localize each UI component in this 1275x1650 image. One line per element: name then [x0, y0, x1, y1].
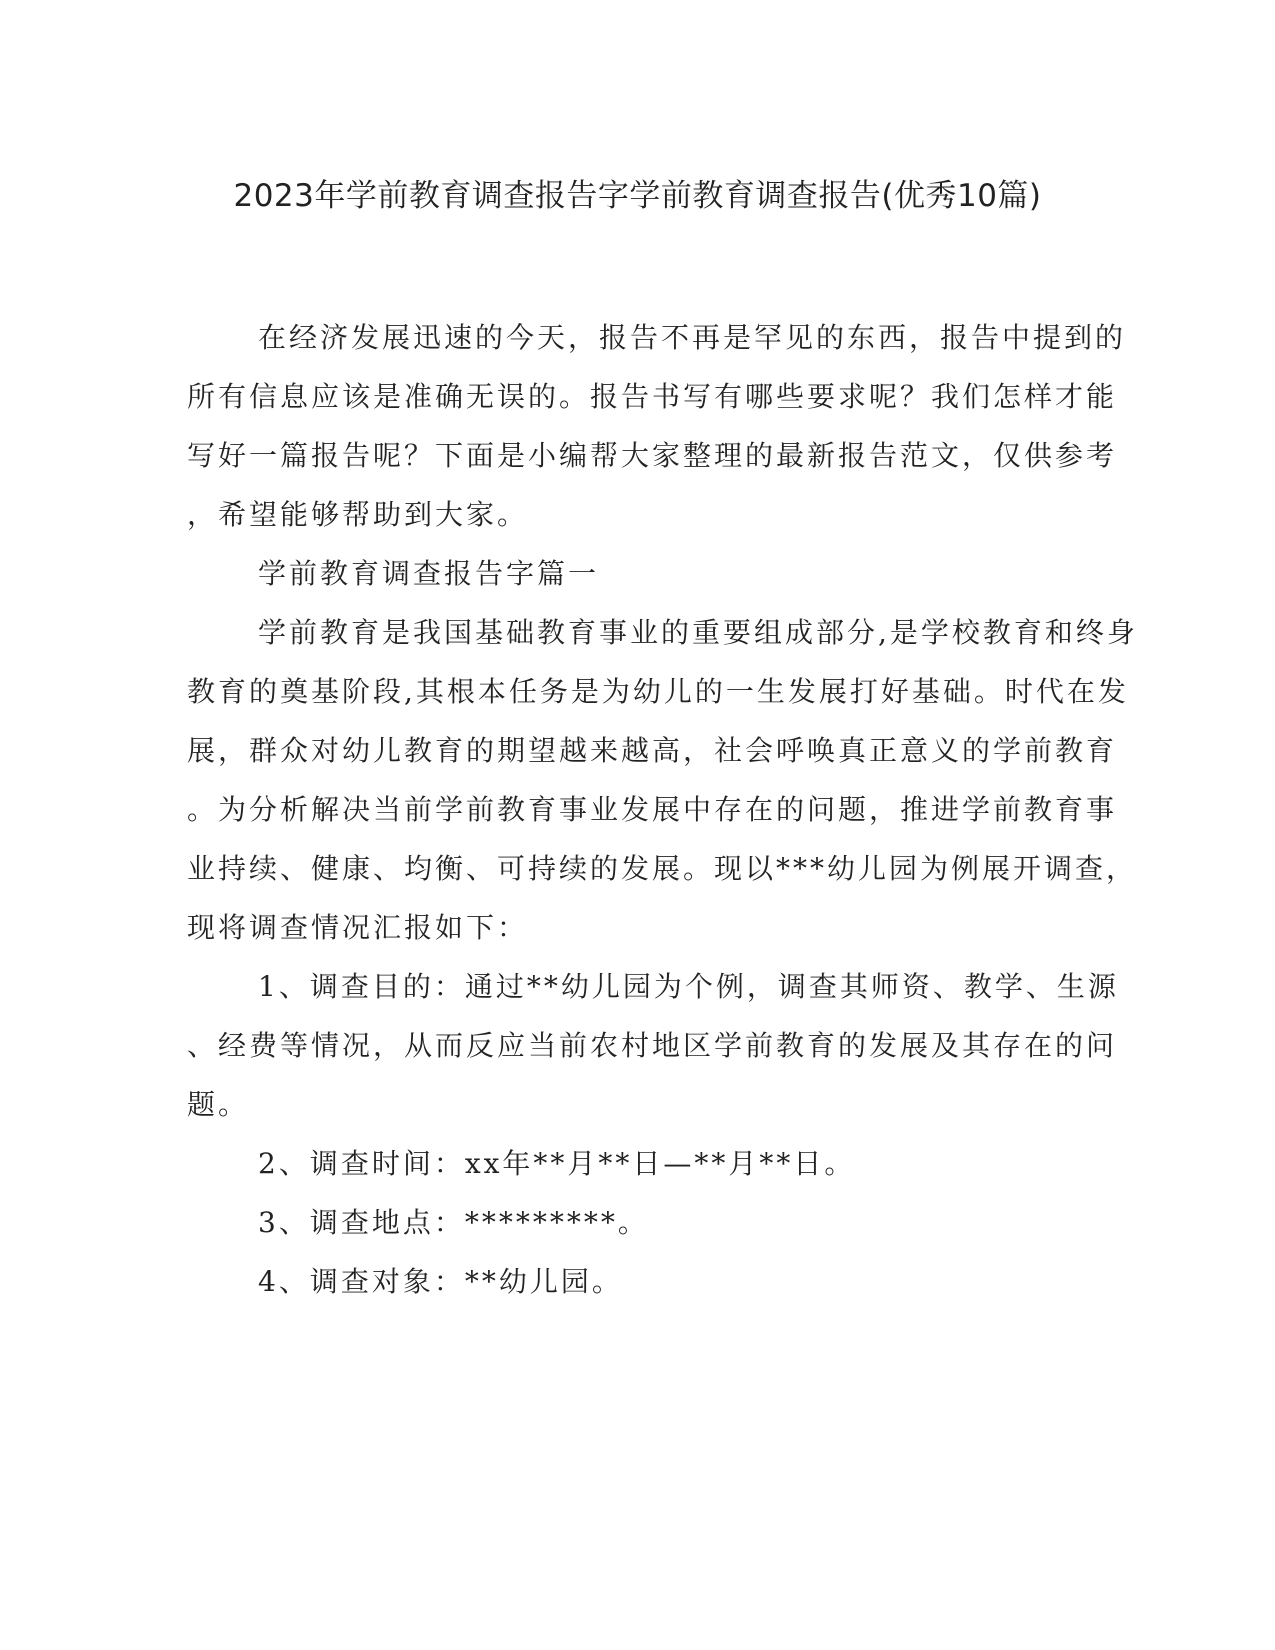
list-item-1: 1、调查目的：通过**幼儿园为个例，调查其师资、教学、生源	[258, 970, 1119, 1003]
text-line: 业持续、健康、均衡、可持续的发展。现以***幼儿园为例展开调查，	[187, 852, 1138, 885]
text-line: ，希望能够帮助到大家。	[187, 498, 529, 531]
text-line: 、经费等情况，从而反应当前农村地区学前教育的发展及其存在的问	[187, 1029, 1118, 1062]
text-line: 在经济发展迅速的今天，报告不再是罕见的东西，报告中提到的	[258, 321, 1127, 354]
text-line: 写好一篇报告呢？下面是小编帮大家整理的最新报告范文，仅供参考	[187, 439, 1118, 472]
text-line: 。为分析解决当前学前教育事业发展中存在的问题，推进学前教育事	[187, 793, 1118, 826]
list-item-3: 3、调查地点：*********。	[258, 1206, 649, 1239]
list-item-4: 4、调查对象：**幼儿园。	[258, 1265, 623, 1298]
text-line: 所有信息应该是准确无误的。报告书写有哪些要求呢？我们怎样才能	[187, 380, 1118, 413]
document-title: 2023年学前教育调查报告字学前教育调查报告(优秀10篇)	[233, 178, 1042, 214]
text-line: 展，群众对幼儿教育的期望越来越高，社会呼唤真正意义的学前教育	[187, 734, 1118, 767]
text-line: 题。	[187, 1088, 250, 1121]
text-line: 现将调查情况汇报如下：	[187, 911, 529, 944]
list-item-2: 2、调查时间：xx年**月**日—**月**日。	[258, 1147, 856, 1180]
section-heading: 学前教育调查报告字篇一	[258, 557, 600, 590]
text-line: 教育的奠基阶段,其根本任务是为幼儿的一生发展打好基础。时代在发	[187, 675, 1129, 708]
text-line: 学前教育是我国基础教育事业的重要组成部分,是学校教育和终身	[258, 616, 1138, 649]
